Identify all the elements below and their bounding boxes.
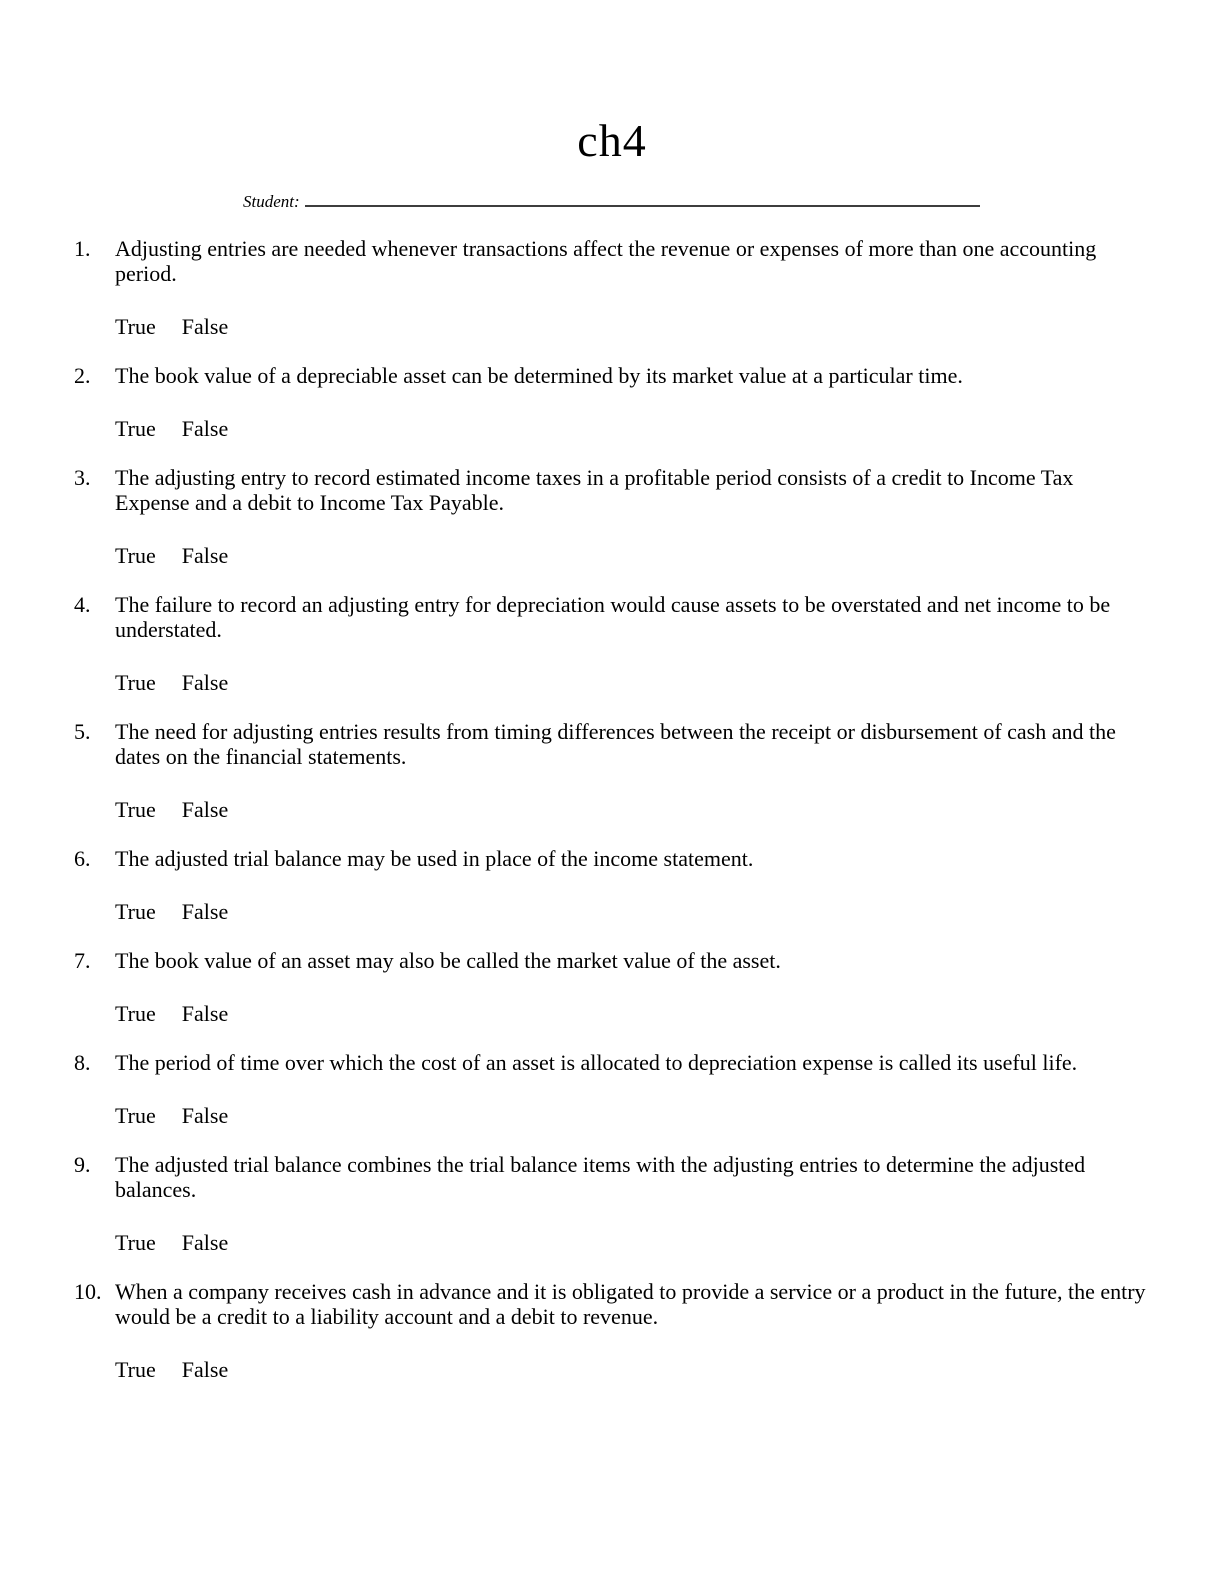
true-option[interactable]: True — [115, 416, 156, 441]
question-number: 4. — [74, 592, 91, 617]
question-5 — [74, 719, 1150, 822]
question-row — [74, 1152, 1150, 1202]
answer-options — [74, 1357, 1150, 1382]
answer-options — [74, 314, 1150, 339]
answer-options — [74, 543, 1150, 568]
question-row — [74, 1279, 1150, 1329]
question-number: 10. — [74, 1279, 102, 1304]
true-option[interactable]: True — [115, 543, 156, 568]
false-option[interactable]: False — [181, 416, 229, 441]
student-label: Student: — [243, 192, 300, 211]
false-option[interactable]: False — [181, 314, 229, 339]
student-name-field[interactable] — [305, 205, 980, 207]
question-number: 9. — [74, 1152, 91, 1177]
question-row — [74, 465, 1150, 515]
question-number: 7. — [74, 948, 91, 973]
question-row — [74, 719, 1150, 769]
false-option[interactable]: False — [181, 1103, 229, 1128]
false-option[interactable]: False — [181, 1230, 229, 1255]
question-number: 1. — [74, 236, 91, 261]
true-option[interactable]: True — [115, 670, 156, 695]
answer-options — [74, 670, 1150, 695]
question-row — [74, 363, 1150, 388]
question-text: The book value of an asset may also be called the market value of the asset. — [115, 948, 781, 973]
answer-options — [74, 797, 1150, 822]
question-row — [74, 846, 1150, 871]
answer-options — [74, 416, 1150, 441]
question-text: The adjusted trial balance may be used in place of the income statement. — [115, 846, 754, 871]
question-text: When a company receives cash in advance and it is obligated to provide a service or a product in the future, the entry would be a credit to a liability account and a debit to revenue. — [115, 1279, 1146, 1329]
true-option[interactable]: True — [115, 899, 156, 924]
true-option[interactable]: True — [115, 1001, 156, 1026]
question-number: 5. — [74, 719, 91, 744]
answer-options — [74, 1001, 1150, 1026]
question-10 — [74, 1279, 1150, 1382]
question-number: 8. — [74, 1050, 91, 1075]
question-3 — [74, 465, 1150, 568]
true-option[interactable]: True — [115, 1357, 156, 1382]
question-9 — [74, 1152, 1150, 1255]
true-option[interactable]: True — [115, 1230, 156, 1255]
question-text: The period of time over which the cost of an asset is allocated to depreciation expense is called its useful life. — [115, 1050, 1078, 1075]
question-row — [74, 236, 1150, 286]
false-option[interactable]: False — [181, 797, 229, 822]
question-row — [74, 948, 1150, 973]
question-2 — [74, 363, 1150, 441]
question-text: The need for adjusting entries results from timing differences between the receipt or disbursement of cash and the dates on the financial statements. — [115, 719, 1116, 769]
question-6 — [74, 846, 1150, 924]
answer-options — [74, 899, 1150, 924]
student-line — [243, 192, 1150, 212]
question-row — [74, 592, 1150, 642]
question-text: The adjusting entry to record estimated income taxes in a profitable period consists of a credit to Income Tax Expense and a debit to Income Tax Payable. — [115, 465, 1074, 515]
true-option[interactable]: True — [115, 797, 156, 822]
true-option[interactable]: True — [115, 314, 156, 339]
false-option[interactable]: False — [181, 670, 229, 695]
question-number: 3. — [74, 465, 91, 490]
question-row — [74, 1050, 1150, 1075]
question-text: The failure to record an adjusting entry for depreciation would cause assets to be overstated and net income to be understated. — [115, 592, 1111, 642]
question-list — [74, 236, 1150, 1382]
page-title: ch4 — [577, 115, 647, 166]
question-text: The book value of a depreciable asset can be determined by its market value at a particular time. — [115, 363, 963, 388]
question-8 — [74, 1050, 1150, 1128]
true-option[interactable]: True — [115, 1103, 156, 1128]
question-number: 2. — [74, 363, 91, 388]
question-text: The adjusted trial balance combines the trial balance items with the adjusting entries to determine the adjusted balances. — [115, 1152, 1086, 1202]
question-text: Adjusting entries are needed whenever transactions affect the revenue or expenses of more than one accounting period. — [115, 236, 1097, 286]
question-1 — [74, 236, 1150, 339]
question-7 — [74, 948, 1150, 1026]
question-4 — [74, 592, 1150, 695]
false-option[interactable]: False — [181, 1357, 229, 1382]
answer-options — [74, 1103, 1150, 1128]
false-option[interactable]: False — [181, 899, 229, 924]
false-option[interactable]: False — [181, 1001, 229, 1026]
answer-options — [74, 1230, 1150, 1255]
false-option[interactable]: False — [181, 543, 229, 568]
question-number: 6. — [74, 846, 91, 871]
